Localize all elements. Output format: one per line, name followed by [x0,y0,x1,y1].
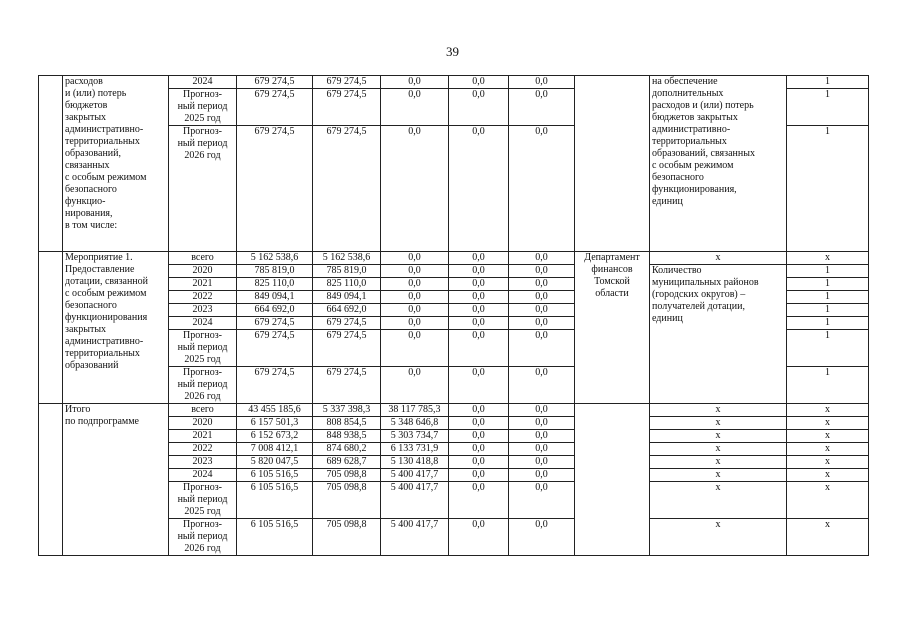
period-cell: всего [169,404,237,417]
federal-cell: 849 094,1 [313,291,381,304]
total-cell: 7 008 412,1 [237,443,313,456]
period-cell: Прогноз- ный период 2025 год [169,482,237,519]
other-cell: 0,0 [509,317,575,330]
local-cell: 0,0 [449,519,509,556]
total-cell: 679 274,5 [237,126,313,252]
federal-cell: 825 110,0 [313,278,381,291]
period-cell: Прогноз- ный период 2026 год [169,519,237,556]
indicator-cell: х [650,519,787,556]
local-cell: 0,0 [449,304,509,317]
local-cell: 0,0 [449,317,509,330]
federal-cell: 705 098,8 [313,482,381,519]
federal-cell: 679 274,5 [313,76,381,89]
period-cell: 2022 [169,291,237,304]
period-cell: всего [169,252,237,265]
regional-cell: 0,0 [381,252,449,265]
number-cell [39,252,63,404]
federal-cell: 664 692,0 [313,304,381,317]
regional-cell: 0,0 [381,126,449,252]
local-cell: 0,0 [449,265,509,278]
regional-cell: 5 130 418,8 [381,456,449,469]
federal-cell: 785 819,0 [313,265,381,278]
federal-cell: 679 274,5 [313,330,381,367]
regional-cell: 0,0 [381,367,449,404]
other-cell: 0,0 [509,482,575,519]
value-cell: 1 [787,367,869,404]
indicator-cell: Количество муниципальных районов (городских округов) – получателей дотации, единиц [650,265,787,404]
period-cell: Прогноз- ный период 2026 год [169,367,237,404]
period-cell: 2024 [169,76,237,89]
department-cell: Департамент финансов Томской области [575,252,650,404]
local-cell: 0,0 [449,456,509,469]
section-name: Итого по подпрограмме [63,404,169,556]
value-cell: 1 [787,265,869,278]
value-cell: х [787,417,869,430]
regional-cell: 0,0 [381,317,449,330]
local-cell: 0,0 [449,430,509,443]
federal-cell: 848 938,5 [313,430,381,443]
value-cell: х [787,404,869,417]
local-cell: 0,0 [449,367,509,404]
period-cell: 2023 [169,304,237,317]
indicator-cell: х [650,443,787,456]
period-cell: 2023 [169,456,237,469]
total-cell: 6 105 516,5 [237,482,313,519]
total-cell: 679 274,5 [237,76,313,89]
regional-cell: 6 133 731,9 [381,443,449,456]
period-cell: 2020 [169,417,237,430]
regional-cell: 5 303 734,7 [381,430,449,443]
period-cell: Прогноз- ный период 2026 год [169,126,237,252]
regional-cell: 0,0 [381,89,449,126]
local-cell: 0,0 [449,469,509,482]
regional-cell: 0,0 [381,278,449,291]
other-cell: 0,0 [509,126,575,252]
value-cell: 1 [787,89,869,126]
department-cell [575,404,650,556]
value-cell: 1 [787,278,869,291]
local-cell: 0,0 [449,291,509,304]
local-cell: 0,0 [449,443,509,456]
local-cell: 0,0 [449,404,509,417]
total-cell: 679 274,5 [237,367,313,404]
other-cell: 0,0 [509,456,575,469]
regional-cell: 5 348 646,8 [381,417,449,430]
regional-cell: 0,0 [381,291,449,304]
other-cell: 0,0 [509,265,575,278]
regional-cell: 5 400 417,7 [381,482,449,519]
period-cell: 2024 [169,469,237,482]
total-cell: 679 274,5 [237,317,313,330]
period-cell: 2021 [169,278,237,291]
total-cell: 6 105 516,5 [237,469,313,482]
other-cell: 0,0 [509,404,575,417]
federal-cell: 679 274,5 [313,89,381,126]
value-cell: х [787,456,869,469]
other-cell: 0,0 [509,76,575,89]
total-cell: 6 157 501,3 [237,417,313,430]
value-cell: 1 [787,291,869,304]
total-cell: 6 105 516,5 [237,519,313,556]
value-cell: 1 [787,330,869,367]
value-cell: 1 [787,76,869,89]
regional-cell: 0,0 [381,330,449,367]
federal-cell: 679 274,5 [313,317,381,330]
local-cell: 0,0 [449,278,509,291]
other-cell: 0,0 [509,278,575,291]
federal-cell: 705 098,8 [313,519,381,556]
value-cell: х [787,252,869,265]
other-cell: 0,0 [509,430,575,443]
total-cell: 664 692,0 [237,304,313,317]
federal-cell: 5 337 398,3 [313,404,381,417]
regional-cell: 0,0 [381,304,449,317]
section-name: Мероприятие 1. Предоставление дотации, связанной с особым режимом безопасного функционирования закрытых административно- территориальных образований [63,252,169,404]
local-cell: 0,0 [449,417,509,430]
indicator-cell: х [650,469,787,482]
total-cell: 785 819,0 [237,265,313,278]
indicator-cell: х [650,456,787,469]
other-cell: 0,0 [509,417,575,430]
value-cell: х [787,482,869,519]
regional-cell: 5 400 417,7 [381,469,449,482]
period-cell: Прогноз- ный период 2025 год [169,89,237,126]
value-cell: 1 [787,126,869,252]
indicator-cell: на обеспечение дополнительных расходов и (или) потерь бюджетов закрытых административно- территориальных образований, связанных с особым режимом безопасного функционирования, единиц [650,76,787,252]
indicator-cell: х [650,404,787,417]
federal-cell: 874 680,2 [313,443,381,456]
period-cell: 2021 [169,430,237,443]
total-cell: 679 274,5 [237,330,313,367]
total-cell: 43 455 185,6 [237,404,313,417]
value-cell: 1 [787,304,869,317]
value-cell: х [787,519,869,556]
federal-cell: 679 274,5 [313,367,381,404]
other-cell: 0,0 [509,330,575,367]
federal-cell: 5 162 538,6 [313,252,381,265]
local-cell: 0,0 [449,89,509,126]
total-cell: 849 094,1 [237,291,313,304]
period-cell: 2020 [169,265,237,278]
regional-cell: 5 400 417,7 [381,519,449,556]
number-cell [39,76,63,252]
indicator-cell: х [650,482,787,519]
table-row [39,404,869,417]
local-cell: 0,0 [449,76,509,89]
total-cell: 5 162 538,6 [237,252,313,265]
other-cell: 0,0 [509,89,575,126]
table-row [39,252,869,265]
period-cell: 2024 [169,317,237,330]
period-cell: 2022 [169,443,237,456]
indicator-head-cell: х [650,252,787,265]
department-cell [575,76,650,252]
federal-cell: 705 098,8 [313,469,381,482]
federal-cell: 679 274,5 [313,126,381,252]
local-cell: 0,0 [449,252,509,265]
budget-table [38,75,869,556]
local-cell: 0,0 [449,330,509,367]
value-cell: х [787,443,869,456]
value-cell: х [787,430,869,443]
page-number: 39 [446,44,459,59]
local-cell: 0,0 [449,126,509,252]
other-cell: 0,0 [509,304,575,317]
table-row [39,76,869,89]
other-cell: 0,0 [509,519,575,556]
total-cell: 679 274,5 [237,89,313,126]
total-cell: 825 110,0 [237,278,313,291]
regional-cell: 38 117 785,3 [381,404,449,417]
other-cell: 0,0 [509,252,575,265]
value-cell: х [787,469,869,482]
regional-cell: 0,0 [381,76,449,89]
other-cell: 0,0 [509,367,575,404]
period-cell: Прогноз- ный период 2025 год [169,330,237,367]
local-cell: 0,0 [449,482,509,519]
number-cell [39,404,63,556]
federal-cell: 689 628,7 [313,456,381,469]
other-cell: 0,0 [509,291,575,304]
federal-cell: 808 854,5 [313,417,381,430]
other-cell: 0,0 [509,443,575,456]
total-cell: 6 152 673,2 [237,430,313,443]
value-cell: 1 [787,317,869,330]
total-cell: 5 820 047,5 [237,456,313,469]
indicator-cell: х [650,417,787,430]
regional-cell: 0,0 [381,265,449,278]
section-name: расходов и (или) потерь бюджетов закрытых административно- территориальных образований, связанных с особым режимом безопасного функцио- нирования, в том числе: [63,76,169,252]
other-cell: 0,0 [509,469,575,482]
indicator-cell: х [650,430,787,443]
